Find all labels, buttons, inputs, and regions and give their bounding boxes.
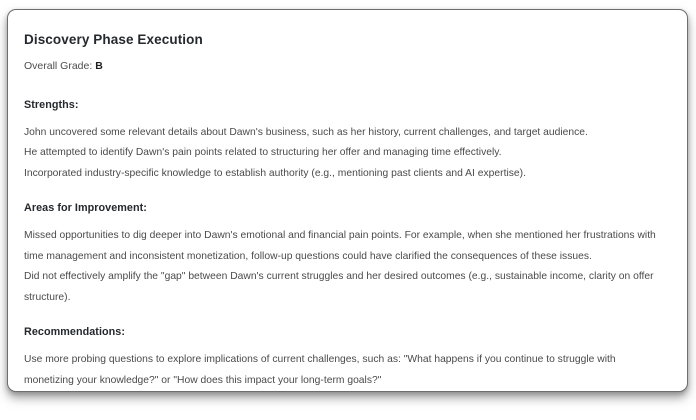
overall-grade (24, 60, 663, 74)
section-paragraph: Missed opportunities to dig deeper into Dawn's emotional and financial pain points. For example, when she mentioned her frustrations with time management and inconsistent monetization, follow-up questions could have clarified the consequences of these issues. (24, 230, 656, 262)
section-recommendations (24, 325, 663, 391)
overall-grade-label: Overall Grade: (24, 59, 93, 72)
section-paragraph: John uncovered some relevant details about Dawn's business, such as her history, current challenges, and target audience. (24, 126, 588, 138)
section-heading-strengths: Strengths: (24, 98, 79, 111)
section-paragraph: Use more probing questions to explore implications of current challenges, such as: "What happens if you continue to struggle with monetizing your knowledge?" or "How does this impact your long-term goals?" (24, 354, 616, 386)
section-areas-for-improvement (24, 201, 663, 308)
section-paragraph: He attempted to identify Dawn's pain points related to structuring her offer and managing time effectively. (24, 147, 502, 159)
section-strengths (24, 98, 663, 185)
feedback-card (7, 9, 688, 392)
section-heading-recommendations: Recommendations: (24, 326, 125, 339)
page-title: Discovery Phase Execution (24, 32, 203, 47)
section-paragraph: Did not effectively amplify the "gap" between Dawn's current struggles and her desired outcomes (e.g., sustainable income, clarity on offer structure). (24, 271, 654, 303)
overall-grade-value: B (95, 59, 103, 72)
section-paragraph: Incorporated industry-specific knowledge to establish authority (e.g., mentioning past clients and AI expertise). (24, 167, 526, 179)
section-heading-areas-for-improvement: Areas for Improvement: (24, 202, 147, 215)
